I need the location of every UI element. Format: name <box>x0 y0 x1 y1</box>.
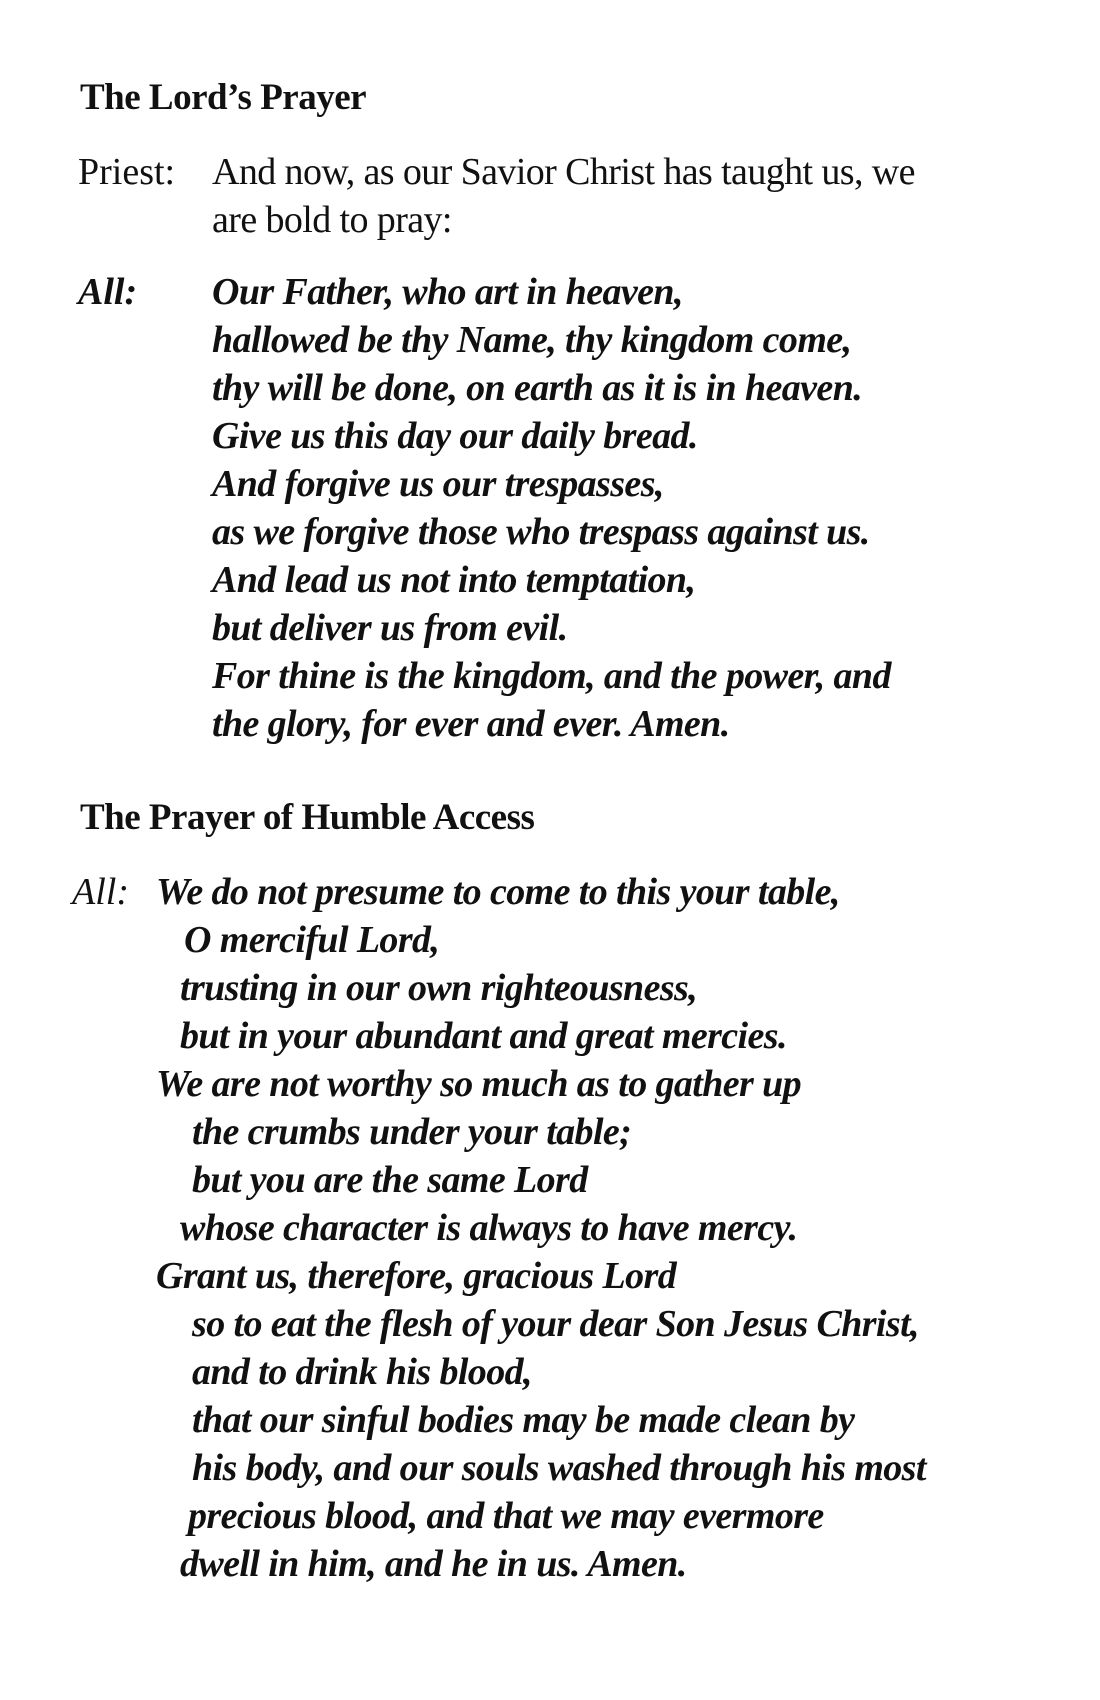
prayer-line: Grant us, therefore, gracious Lord <box>156 1255 677 1297</box>
prayer-line: Give us this day our daily bread. <box>212 415 698 457</box>
prayer-line: but in your abundant and great mercies. <box>180 1015 787 1057</box>
prayer-line: O merciful Lord, <box>184 919 440 961</box>
priest-label: Priest: <box>78 151 176 193</box>
prayer-line: Our Father, who art in heaven, <box>212 271 683 313</box>
prayer-line: the crumbs under your table; <box>192 1111 632 1153</box>
prayer-line: as we forgive those who trespass against us. <box>212 511 870 553</box>
lords-prayer-heading: The Lord’s Prayer <box>80 77 367 118</box>
prayer-line: the glory, for ever and ever. Amen. <box>212 703 730 745</box>
prayer-line: And forgive us our trespasses, <box>212 463 664 505</box>
prayer-line: dwell in him, and he in us. Amen. <box>180 1543 687 1585</box>
prayer-line: but you are the same Lord <box>192 1159 588 1201</box>
prayer-line: trusting in our own righteousness, <box>180 967 698 1009</box>
prayer-line: but deliver us from evil. <box>212 607 568 649</box>
prayer-line: hallowed be thy Name, thy kingdom come, <box>212 319 852 361</box>
prayer-line: For thine is the kingdom, and the power, and <box>212 655 891 697</box>
all-label: All: <box>72 871 129 913</box>
prayer-line: so to eat the flesh of your dear Son Jesus Christ, <box>192 1303 919 1345</box>
humble-access-heading: The Prayer of Humble Access <box>80 797 535 838</box>
prayer-line: his body, and our souls washed through his most <box>192 1447 926 1489</box>
prayer-line: thy will be done, on earth as it is in heaven. <box>212 367 863 409</box>
all-label: All: <box>78 271 138 313</box>
prayer-line: precious blood, and that we may evermore <box>188 1495 824 1537</box>
priest-line: And now, as our Savior Christ has taught us, we <box>212 151 915 193</box>
prayer-line: We do not presume to come to this your table, <box>156 871 840 913</box>
prayer-line: that our sinful bodies may be made clean by <box>192 1399 855 1441</box>
prayer-line: And lead us not into temptation, <box>212 559 696 601</box>
prayer-line: whose character is always to have mercy. <box>180 1207 798 1249</box>
prayer-line: We are not worthy so much as to gather up <box>156 1063 802 1105</box>
priest-line: are bold to pray: <box>212 199 452 241</box>
prayer-line: and to drink his blood, <box>192 1351 532 1393</box>
